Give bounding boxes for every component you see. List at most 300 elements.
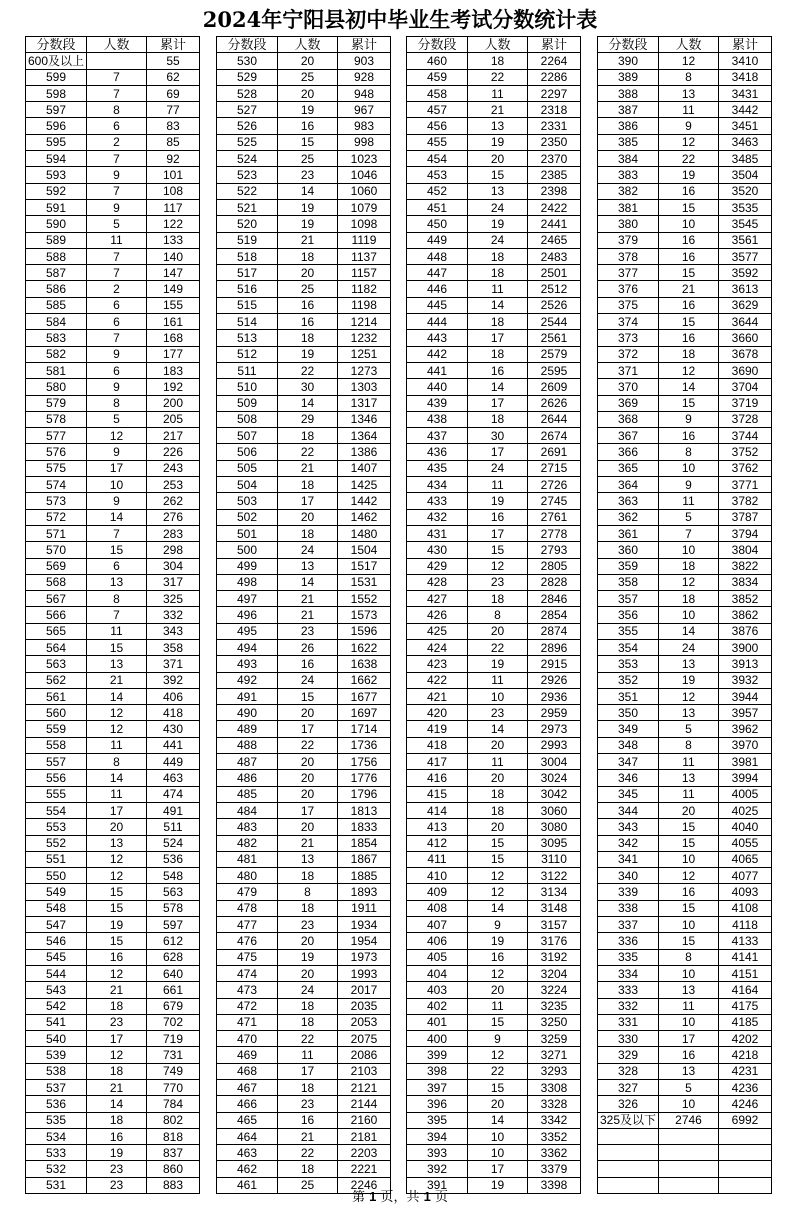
cumulative-cell: 4151 xyxy=(719,965,772,981)
cumulative-cell: 3690 xyxy=(719,362,772,378)
count-cell: 20 xyxy=(278,265,338,281)
cumulative-cell: 661 xyxy=(147,982,200,998)
count-cell: 8 xyxy=(659,949,719,965)
table-header-row xyxy=(217,37,391,53)
score-range-cell: 342 xyxy=(598,835,659,851)
count-cell: 20 xyxy=(278,754,338,770)
cumulative-cell: 4236 xyxy=(719,1080,772,1096)
count-cell: 20 xyxy=(278,933,338,949)
count-cell: 20 xyxy=(278,85,338,101)
score-range-cell: 363 xyxy=(598,493,659,509)
header-count: 人数 xyxy=(87,37,147,53)
count-cell: 24 xyxy=(278,982,338,998)
score-range-cell: 404 xyxy=(407,965,468,981)
score-range-cell: 326 xyxy=(598,1096,659,1112)
score-range-cell: 438 xyxy=(407,411,468,427)
cumulative-cell: 2561 xyxy=(528,330,581,346)
table-row xyxy=(26,297,200,313)
score-range-cell: 493 xyxy=(217,656,278,672)
count-cell: 7 xyxy=(87,248,147,264)
score-range-cell: 414 xyxy=(407,802,468,818)
table-row xyxy=(407,1063,581,1079)
score-range-cell: 385 xyxy=(598,134,659,150)
count-cell: 16 xyxy=(659,248,719,264)
count-cell: 19 xyxy=(468,933,528,949)
cumulative-cell: 3719 xyxy=(719,395,772,411)
table-row xyxy=(407,835,581,851)
score-range-cell: 463 xyxy=(217,1145,278,1161)
cumulative-cell: 3535 xyxy=(719,199,772,215)
score-range-cell: 599 xyxy=(26,69,87,85)
table-row xyxy=(598,118,772,134)
cumulative-cell: 3442 xyxy=(719,102,772,118)
score-range-cell: 358 xyxy=(598,574,659,590)
table-row xyxy=(407,900,581,916)
table-row xyxy=(26,134,200,150)
count-cell: 14 xyxy=(87,770,147,786)
count-cell: 18 xyxy=(87,998,147,1014)
count-cell: 5 xyxy=(659,1080,719,1096)
cumulative-cell: 770 xyxy=(147,1080,200,1096)
count-cell: 16 xyxy=(278,1112,338,1128)
cumulative-cell: 1137 xyxy=(338,248,391,264)
score-range-cell: 495 xyxy=(217,623,278,639)
count-cell: 17 xyxy=(468,395,528,411)
score-range-cell: 397 xyxy=(407,1080,468,1096)
score-range-cell: 432 xyxy=(407,509,468,525)
score-range-cell: 388 xyxy=(598,85,659,101)
count-cell: 10 xyxy=(659,216,719,232)
count-cell xyxy=(87,53,147,69)
cumulative-cell: 4231 xyxy=(719,1063,772,1079)
header-score-range: 分数段 xyxy=(407,37,468,53)
score-range-cell: 443 xyxy=(407,330,468,346)
cumulative-cell: 262 xyxy=(147,493,200,509)
table-row xyxy=(598,183,772,199)
header-cumulative: 累计 xyxy=(528,37,581,53)
table-row xyxy=(26,102,200,118)
score-range-cell: 444 xyxy=(407,314,468,330)
cumulative-cell: 4164 xyxy=(719,982,772,998)
count-cell: 16 xyxy=(659,884,719,900)
cumulative-cell: 205 xyxy=(147,411,200,427)
cumulative-cell: 818 xyxy=(147,1128,200,1144)
count-cell: 18 xyxy=(278,998,338,1014)
count-cell: 15 xyxy=(468,1080,528,1096)
table-row xyxy=(598,1047,772,1063)
header-count: 人数 xyxy=(659,37,719,53)
count-cell: 14 xyxy=(468,900,528,916)
score-range-cell: 532 xyxy=(26,1161,87,1177)
cumulative-cell: 1677 xyxy=(338,688,391,704)
score-range-cell: 435 xyxy=(407,460,468,476)
table-row xyxy=(26,1096,200,1112)
table-row xyxy=(217,819,391,835)
score-range-cell: 571 xyxy=(26,525,87,541)
score-range-cell: 367 xyxy=(598,428,659,444)
count-cell: 20 xyxy=(659,802,719,818)
table-row xyxy=(598,672,772,688)
score-range-cell: 328 xyxy=(598,1063,659,1079)
table-row xyxy=(26,623,200,639)
table-row xyxy=(26,151,200,167)
count-cell: 18 xyxy=(278,1161,338,1177)
count-cell: 15 xyxy=(659,900,719,916)
score-range-cell: 520 xyxy=(217,216,278,232)
score-range-cell: 421 xyxy=(407,688,468,704)
score-range-cell: 523 xyxy=(217,167,278,183)
count-cell: 22 xyxy=(278,737,338,753)
cumulative-cell: 784 xyxy=(147,1096,200,1112)
table-row xyxy=(26,721,200,737)
table-row xyxy=(26,1063,200,1079)
cumulative-cell: 4202 xyxy=(719,1031,772,1047)
table-row xyxy=(26,542,200,558)
table-row xyxy=(407,428,581,444)
table-row xyxy=(598,558,772,574)
cumulative-cell: 983 xyxy=(338,118,391,134)
count-cell: 17 xyxy=(468,1161,528,1177)
table-row xyxy=(217,835,391,851)
count-cell: 18 xyxy=(659,558,719,574)
cumulative-cell: 2441 xyxy=(528,216,581,232)
table-row xyxy=(598,1128,772,1144)
table-row xyxy=(217,574,391,590)
table-row xyxy=(598,754,772,770)
footer-suffix: 页 xyxy=(430,1190,448,1205)
score-range-cell: 461 xyxy=(217,1177,278,1193)
table-row xyxy=(407,1014,581,1030)
table-row xyxy=(26,411,200,427)
table-row xyxy=(598,428,772,444)
score-range-cell: 378 xyxy=(598,248,659,264)
table-row xyxy=(598,770,772,786)
count-cell: 18 xyxy=(278,900,338,916)
table-row xyxy=(217,721,391,737)
table-row xyxy=(26,53,200,69)
score-range-cell: 531 xyxy=(26,1177,87,1193)
cumulative-cell: 524 xyxy=(147,835,200,851)
count-cell: 17 xyxy=(278,721,338,737)
count-cell: 21 xyxy=(278,232,338,248)
score-range-cell: 488 xyxy=(217,737,278,753)
cumulative-cell: 1364 xyxy=(338,428,391,444)
cumulative-cell: 1214 xyxy=(338,314,391,330)
count-cell: 6 xyxy=(87,558,147,574)
cumulative-cell xyxy=(719,1145,772,1161)
count-cell: 5 xyxy=(87,411,147,427)
score-table-column-2 xyxy=(216,36,391,1194)
cumulative-cell: 3852 xyxy=(719,591,772,607)
score-range-cell: 538 xyxy=(26,1063,87,1079)
score-range-cell: 439 xyxy=(407,395,468,411)
cumulative-cell: 3362 xyxy=(528,1145,581,1161)
score-range-cell: 480 xyxy=(217,868,278,884)
score-range-cell: 351 xyxy=(598,688,659,704)
cumulative-cell: 3613 xyxy=(719,281,772,297)
score-range-cell: 591 xyxy=(26,199,87,215)
table-row xyxy=(598,232,772,248)
table-row xyxy=(598,85,772,101)
table-row xyxy=(407,949,581,965)
score-range-cell: 440 xyxy=(407,379,468,395)
cumulative-cell: 2644 xyxy=(528,411,581,427)
score-range-cell: 487 xyxy=(217,754,278,770)
footer-page-total: 1 xyxy=(423,1189,431,1204)
cumulative-cell: 1756 xyxy=(338,754,391,770)
score-range-cell: 471 xyxy=(217,1014,278,1030)
table-row xyxy=(26,330,200,346)
cumulative-cell: 612 xyxy=(147,933,200,949)
score-range-cell: 373 xyxy=(598,330,659,346)
cumulative-cell: 1232 xyxy=(338,330,391,346)
count-cell: 16 xyxy=(659,330,719,346)
count-cell: 9 xyxy=(87,444,147,460)
score-range-cell: 576 xyxy=(26,444,87,460)
table-row xyxy=(26,428,200,444)
cumulative-cell: 4065 xyxy=(719,851,772,867)
score-range-cell: 516 xyxy=(217,281,278,297)
cumulative-cell: 2221 xyxy=(338,1161,391,1177)
table-row xyxy=(217,1014,391,1030)
cumulative-cell: 2331 xyxy=(528,118,581,134)
table-row xyxy=(407,118,581,134)
table-row xyxy=(26,525,200,541)
cumulative-cell: 3235 xyxy=(528,998,581,1014)
count-cell: 2746 xyxy=(659,1112,719,1128)
table-row xyxy=(217,216,391,232)
cumulative-cell: 2422 xyxy=(528,199,581,215)
table-row xyxy=(407,167,581,183)
cumulative-cell: 3110 xyxy=(528,851,581,867)
cumulative-cell: 122 xyxy=(147,216,200,232)
table-row xyxy=(598,656,772,672)
count-cell: 5 xyxy=(659,509,719,525)
table-row xyxy=(26,933,200,949)
cumulative-cell: 392 xyxy=(147,672,200,688)
score-range-cell: 354 xyxy=(598,639,659,655)
score-range-cell: 537 xyxy=(26,1080,87,1096)
score-range-cell: 503 xyxy=(217,493,278,509)
table-row xyxy=(217,102,391,118)
count-cell: 16 xyxy=(659,232,719,248)
table-row xyxy=(407,786,581,802)
table-row xyxy=(217,688,391,704)
cumulative-cell: 2017 xyxy=(338,982,391,998)
count-cell: 8 xyxy=(659,737,719,753)
count-cell: 15 xyxy=(659,933,719,949)
count-cell: 11 xyxy=(468,281,528,297)
count-cell: 11 xyxy=(468,477,528,493)
cumulative-cell: 3520 xyxy=(719,183,772,199)
score-range-cell: 381 xyxy=(598,199,659,215)
table-row xyxy=(217,607,391,623)
table-row xyxy=(217,330,391,346)
score-range-cell: 423 xyxy=(407,656,468,672)
table-row xyxy=(217,884,391,900)
count-cell: 7 xyxy=(659,525,719,541)
count-cell xyxy=(659,1145,719,1161)
count-cell: 14 xyxy=(659,379,719,395)
table-row xyxy=(598,1096,772,1112)
cumulative-cell: 77 xyxy=(147,102,200,118)
count-cell: 20 xyxy=(278,53,338,69)
cumulative-cell: 2778 xyxy=(528,525,581,541)
table-row xyxy=(407,346,581,362)
cumulative-cell: 1736 xyxy=(338,737,391,753)
count-cell: 17 xyxy=(278,802,338,818)
cumulative-cell: 2160 xyxy=(338,1112,391,1128)
score-range-cell: 530 xyxy=(217,53,278,69)
table-row xyxy=(598,949,772,965)
count-cell: 10 xyxy=(468,1128,528,1144)
score-range-cell: 597 xyxy=(26,102,87,118)
table-row xyxy=(407,933,581,949)
count-cell: 15 xyxy=(87,884,147,900)
count-cell: 10 xyxy=(659,1096,719,1112)
cumulative-cell: 2121 xyxy=(338,1080,391,1096)
table-row xyxy=(26,346,200,362)
cumulative-cell: 325 xyxy=(147,591,200,607)
table-row xyxy=(407,460,581,476)
score-range-cell: 562 xyxy=(26,672,87,688)
score-range-cell: 528 xyxy=(217,85,278,101)
table-row xyxy=(598,346,772,362)
count-cell: 14 xyxy=(87,688,147,704)
table-row xyxy=(598,721,772,737)
count-cell: 24 xyxy=(468,460,528,476)
cumulative-cell: 3379 xyxy=(528,1161,581,1177)
table-row xyxy=(26,835,200,851)
score-range-cell: 511 xyxy=(217,362,278,378)
table-row xyxy=(407,639,581,655)
count-cell: 9 xyxy=(468,917,528,933)
cumulative-cell: 2512 xyxy=(528,281,581,297)
score-range-cell: 557 xyxy=(26,754,87,770)
score-range-cell: 362 xyxy=(598,509,659,525)
count-cell: 8 xyxy=(87,102,147,118)
cumulative-cell: 55 xyxy=(147,53,200,69)
count-cell: 24 xyxy=(278,542,338,558)
table-row xyxy=(26,1080,200,1096)
score-range-cell: 460 xyxy=(407,53,468,69)
count-cell: 10 xyxy=(659,851,719,867)
score-range-cell: 426 xyxy=(407,607,468,623)
cumulative-cell: 2465 xyxy=(528,232,581,248)
cumulative-cell: 2370 xyxy=(528,151,581,167)
table-row xyxy=(217,151,391,167)
score-range-cell: 498 xyxy=(217,574,278,590)
count-cell: 11 xyxy=(468,754,528,770)
cumulative-cell: 140 xyxy=(147,248,200,264)
count-cell: 25 xyxy=(278,1177,338,1193)
cumulative-cell: 3771 xyxy=(719,477,772,493)
table-row xyxy=(598,134,772,150)
table-row xyxy=(217,802,391,818)
count-cell: 16 xyxy=(278,314,338,330)
score-range-cell: 449 xyxy=(407,232,468,248)
count-cell: 22 xyxy=(278,1031,338,1047)
cumulative-cell: 2035 xyxy=(338,998,391,1014)
count-cell: 15 xyxy=(87,542,147,558)
cumulative-cell: 3431 xyxy=(719,85,772,101)
count-cell: 12 xyxy=(87,428,147,444)
score-range-cell: 416 xyxy=(407,770,468,786)
cumulative-cell: 332 xyxy=(147,607,200,623)
table-row xyxy=(217,933,391,949)
count-cell: 7 xyxy=(87,69,147,85)
cumulative-cell: 2846 xyxy=(528,591,581,607)
count-cell: 14 xyxy=(278,574,338,590)
page-footer xyxy=(0,1186,800,1205)
cumulative-cell: 3410 xyxy=(719,53,772,69)
count-cell: 14 xyxy=(468,721,528,737)
cumulative-cell: 1867 xyxy=(338,851,391,867)
count-cell: 21 xyxy=(87,672,147,688)
score-range-cell: 595 xyxy=(26,134,87,150)
score-range-cell: 589 xyxy=(26,232,87,248)
cumulative-cell: 2626 xyxy=(528,395,581,411)
table-row xyxy=(407,1112,581,1128)
count-cell xyxy=(659,1161,719,1177)
table-row xyxy=(407,607,581,623)
count-cell: 20 xyxy=(468,770,528,786)
count-cell: 15 xyxy=(659,199,719,215)
count-cell: 12 xyxy=(87,851,147,867)
cumulative-cell: 69 xyxy=(147,85,200,101)
footer-middle: 页，共 xyxy=(376,1190,424,1205)
cumulative-cell: 3192 xyxy=(528,949,581,965)
cumulative-cell: 967 xyxy=(338,102,391,118)
table-row xyxy=(26,998,200,1014)
count-cell: 8 xyxy=(659,69,719,85)
table-row xyxy=(407,314,581,330)
score-range-cell: 564 xyxy=(26,639,87,655)
cumulative-cell: 2144 xyxy=(338,1096,391,1112)
count-cell: 12 xyxy=(87,721,147,737)
cumulative-cell: 4108 xyxy=(719,900,772,916)
count-cell: 18 xyxy=(278,248,338,264)
count-cell: 14 xyxy=(87,1096,147,1112)
table-row xyxy=(217,232,391,248)
count-cell: 18 xyxy=(278,868,338,884)
cumulative-cell: 1993 xyxy=(338,965,391,981)
table-row xyxy=(217,851,391,867)
count-cell: 11 xyxy=(468,998,528,1014)
table-row xyxy=(217,379,391,395)
count-cell: 8 xyxy=(87,591,147,607)
score-range-cell: 371 xyxy=(598,362,659,378)
cumulative-cell: 548 xyxy=(147,868,200,884)
table-row xyxy=(598,900,772,916)
cumulative-cell: 1517 xyxy=(338,558,391,574)
count-cell: 14 xyxy=(468,379,528,395)
count-cell: 16 xyxy=(278,118,338,134)
table-row xyxy=(217,998,391,1014)
count-cell: 26 xyxy=(278,639,338,655)
count-cell: 12 xyxy=(659,134,719,150)
count-cell: 18 xyxy=(468,802,528,818)
score-range-cell: 467 xyxy=(217,1080,278,1096)
table-row xyxy=(26,1031,200,1047)
cumulative-cell: 2828 xyxy=(528,574,581,590)
cumulative-cell: 2874 xyxy=(528,623,581,639)
table-row xyxy=(26,639,200,655)
cumulative-cell xyxy=(719,1128,772,1144)
count-cell: 18 xyxy=(278,1080,338,1096)
cumulative-cell: 491 xyxy=(147,802,200,818)
score-table-column-3 xyxy=(406,36,581,1194)
